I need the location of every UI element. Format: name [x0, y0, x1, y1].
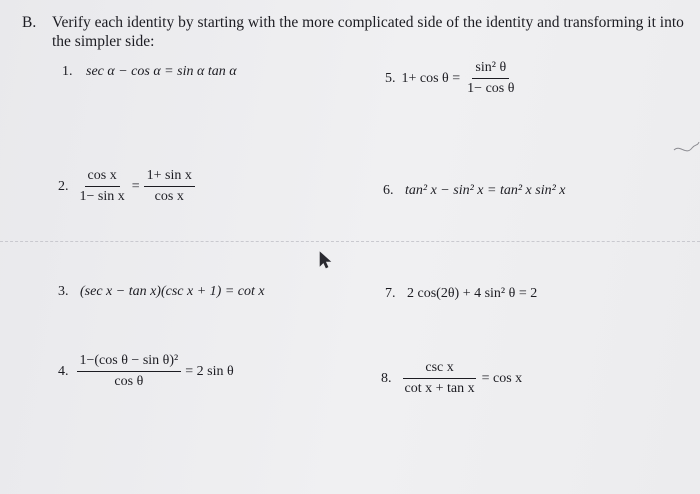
fraction-numerator: 1+ sin x: [144, 168, 195, 187]
problem-number: 6.: [383, 183, 394, 198]
problem-rhs-fraction: [144, 168, 195, 205]
fraction-denominator: 1− sin x: [79, 189, 125, 204]
problem-lhs: 1+ cos θ =: [401, 70, 461, 86]
fraction-denominator: cos θ: [114, 374, 144, 389]
problem-2: [58, 168, 195, 205]
page-crease: [0, 241, 700, 242]
problem-expression: sec α − cos α = sin α tan α: [86, 64, 237, 79]
fraction-denominator: 1− cos θ: [467, 81, 515, 96]
instruction-line-2: the simpler side:: [52, 33, 155, 50]
problem-3: [58, 284, 265, 300]
problem-number: 7.: [385, 286, 396, 301]
problem-expression: 2 cos(2θ) + 4 sin² θ = 2: [407, 286, 538, 301]
problem-expression: tan² x − sin² x = tan² x sin² x: [405, 183, 566, 198]
problem-number: 4.: [58, 363, 69, 379]
problem-number: 8.: [381, 370, 392, 386]
fraction-numerator: csc x: [403, 360, 475, 379]
problem-fraction: [402, 360, 478, 397]
problem-5: [385, 60, 517, 97]
fraction-numerator: 1−(cos θ − sin θ)²: [77, 353, 182, 372]
problem-expression: (sec x − tan x)(csc x + 1) = cot x: [80, 284, 265, 299]
problem-6: [383, 183, 566, 199]
mouse-cursor-icon: [318, 251, 332, 269]
fraction-denominator: cot x + tan x: [404, 381, 475, 396]
problem-8: [381, 360, 522, 397]
equals-sign: =: [131, 178, 140, 194]
section-label: B.: [22, 14, 37, 31]
problem-4: [58, 353, 234, 390]
problem-number: 2.: [58, 178, 69, 194]
fraction-numerator: sin² θ: [472, 60, 509, 79]
problem-fraction: [77, 353, 182, 390]
problem-lhs-fraction: [77, 168, 128, 205]
instruction-line-1: Verify each identity by starting with the more complicated side of the identity and transforming it into: [52, 14, 684, 31]
fraction-denominator: cos x: [154, 189, 184, 204]
fraction-numerator: cos x: [85, 168, 120, 187]
problem-rhs: = cos x: [481, 370, 523, 386]
problem-1: [62, 64, 237, 80]
problem-7: [385, 286, 537, 302]
problem-fraction: [464, 60, 517, 97]
pencil-mark: [672, 130, 700, 170]
problem-number: 1.: [62, 64, 73, 79]
problem-rhs: = 2 sin θ: [185, 363, 234, 379]
problem-number: 3.: [58, 284, 69, 299]
problem-number: 5.: [385, 70, 396, 86]
